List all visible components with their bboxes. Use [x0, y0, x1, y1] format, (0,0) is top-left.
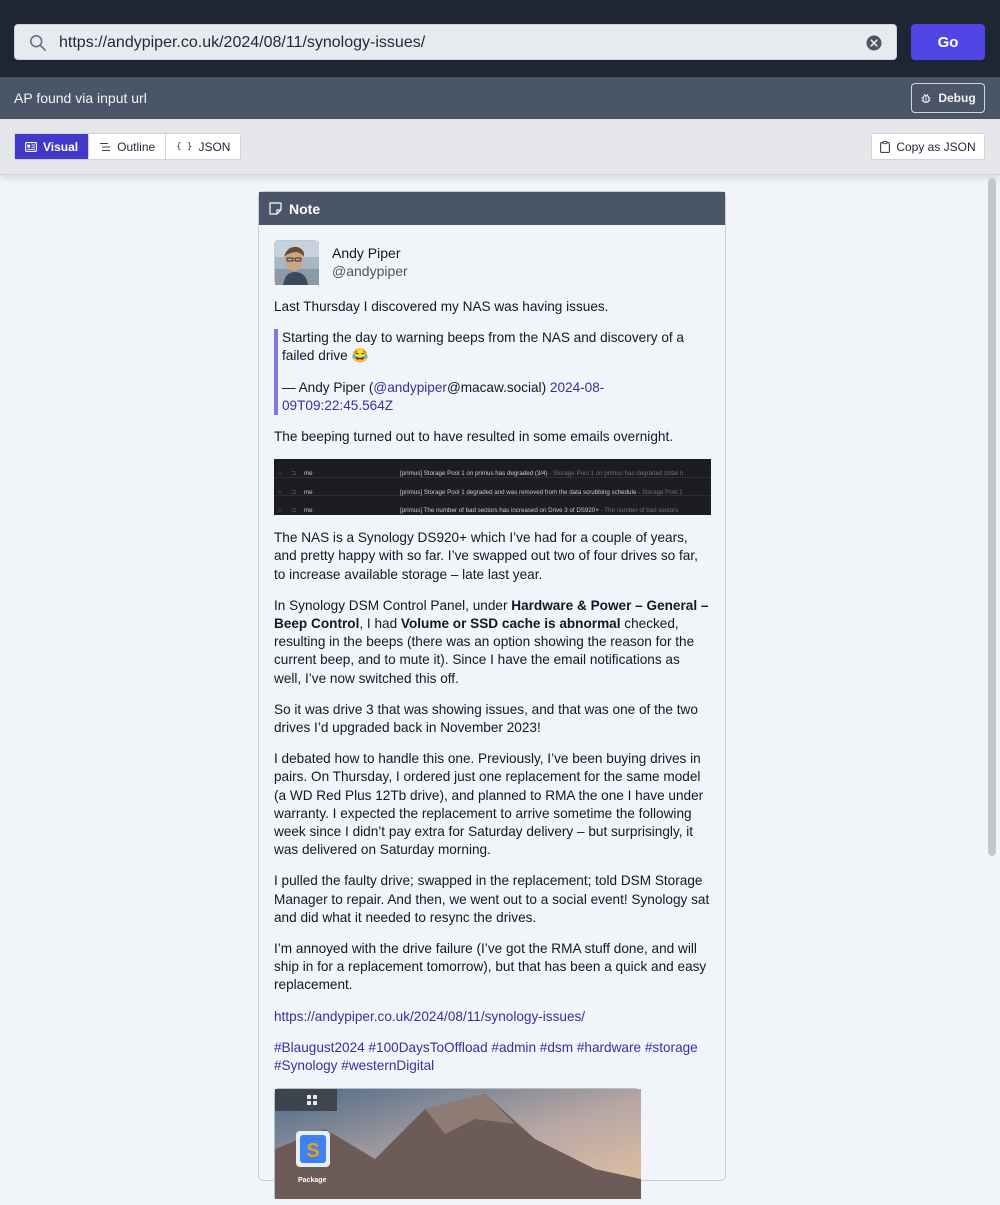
quote-mention-suffix: @macaw.social): [446, 379, 547, 395]
hashtags: [274, 1039, 710, 1075]
clipboard-icon: [880, 141, 890, 153]
author-handle[interactable]: @andypiper: [332, 262, 408, 279]
tab-visual[interactable]: [15, 134, 89, 159]
dsm-text-2: , I had: [359, 616, 401, 632]
email-snippet: - The number of bad sectors: [598, 507, 679, 515]
hashtag-link[interactable]: #dsm: [539, 1039, 574, 1055]
tab-outline[interactable]: [89, 134, 166, 159]
dsm-bold-1: Hardware & Power – General – Beep Control: [274, 597, 709, 632]
url-search-field[interactable]: [14, 24, 897, 60]
status-message: AP found via input url: [14, 90, 147, 106]
hashtag-link[interactable]: #hardware: [576, 1039, 642, 1055]
star-icon: ☆: [277, 507, 283, 515]
important-icon: ⊐: [291, 470, 297, 478]
star-icon: ☆: [277, 488, 283, 496]
tab-outline-label: Outline: [117, 139, 156, 154]
nas-paragraph: The NAS is a Synology DS920+ which I’ve had for a couple of years, and pretty happy with so far. I’ve swapped out two of four drives so far, to increase available storage – late last year.: [274, 530, 698, 582]
note-content: [259, 225, 725, 1198]
status-bar: [0, 77, 1000, 119]
email-subject: [primus] Storage Pool 1 degraded and was removed from the data scrubbing schedule: [400, 488, 637, 496]
tab-json[interactable]: [166, 134, 240, 159]
note-card-header: [259, 192, 725, 225]
author-name[interactable]: Andy Piper: [332, 244, 401, 261]
go-button[interactable]: Go: [911, 24, 985, 60]
annoyed-paragraph: I’m annoyed with the drive failure (I’ve got the RMA stuff done, and will ship in for a replacement tomorrow), but that has been a quick and easy replacement.: [274, 941, 707, 993]
email-from: me: [304, 488, 313, 496]
email-row: [274, 496, 711, 515]
email-subject: [primus] Storage Pool 1 on primus has degraded (3/4): [400, 470, 548, 478]
email-snippet: - Storage Pool 1 on primus has degraded (total n: [547, 470, 684, 478]
drive3-paragraph: So it was drive 3 that was showing issues, and that was one of the two drives I’d upgraded back in November 2023!: [274, 701, 698, 736]
card-icon: [25, 142, 37, 152]
email-from: me: [304, 507, 313, 515]
intro-paragraph: Last Thursday I discovered my NAS was having issues.: [274, 299, 609, 314]
view-tabs: [14, 133, 241, 160]
tab-json-label: JSON: [198, 139, 231, 154]
avatar[interactable]: [274, 240, 318, 284]
beeping-paragraph: The beeping turned out to have resulted in some emails overnight.: [274, 429, 673, 445]
attachment-image[interactable]: [274, 1088, 640, 1198]
clear-icon[interactable]: [866, 35, 882, 51]
dsm-text-1: In Synology DSM Control Panel, under: [274, 597, 512, 613]
important-icon: ⊐: [291, 488, 297, 496]
email-snippet: - Storage Pool 1: [636, 488, 683, 496]
copy-json-label: Copy as JSON: [896, 139, 976, 154]
email-screenshot-image[interactable]: [274, 459, 711, 515]
hashtag-link[interactable]: #westernDigital: [341, 1058, 435, 1074]
debated-paragraph: I debated how to handle this one. Previously, I’ve been buying drives in pairs. On Thursday, I ordered just one replacement for the same model (a WD Red Plus 12Tb drive), and planned to RMA the one I have under warranty. I expected the replacement to arrive sometime the following week since I didn’t pay extra for Saturday delivery – but surprisingly, it was delivered on Saturday morning.: [274, 751, 704, 858]
post-link[interactable]: https://andypiper.co.uk/2024/08/11/synology-issues/: [274, 1008, 586, 1024]
pulled-paragraph: I pulled the faulty drive; swapped in the replacement; told DSM Storage Manager to repair. And then, we went out to a social event! Synology sat and did what it needed to resync the drives.: [274, 873, 710, 925]
package-label: Package: [298, 1177, 327, 1185]
hashtag-link[interactable]: #admin: [491, 1039, 537, 1055]
debug-label: Debug: [938, 91, 976, 105]
bug-icon: [920, 92, 932, 104]
copy-json-button[interactable]: [871, 133, 985, 160]
search-icon: [29, 34, 47, 52]
quote-text: Starting the day to warning beeps from the NAS and discovery of a failed drive 😂: [282, 330, 684, 364]
quote-timestamp-link[interactable]: 2024-08-09T09:22:45.564Z: [282, 379, 605, 413]
dsm-text-3: checked, resulting in the beeps (there was an option showing the reason for the current beep, and to mute it). Since I have the email notifications as well, I’ve now switched this off.: [274, 616, 695, 686]
author-block: [274, 239, 710, 284]
dsm-paragraph: [274, 597, 710, 688]
email-row: [274, 459, 711, 478]
note-icon: [269, 202, 282, 215]
dsm-bold-2: Volume or SSD cache is abnormal: [400, 616, 621, 632]
quote-attribution: [282, 379, 710, 415]
email-row: [274, 478, 711, 497]
embedded-quote: [274, 329, 710, 415]
important-icon: ⊐: [291, 507, 297, 515]
top-bar: [0, 0, 1000, 77]
code-braces-icon: { }: [176, 141, 193, 152]
hashtag-link[interactable]: #storage: [644, 1039, 698, 1055]
tab-visual-label: Visual: [43, 139, 79, 154]
email-from: me: [304, 470, 313, 478]
view-toolbar: [0, 119, 1000, 175]
note-card: [258, 191, 726, 1185]
quote-mention-link[interactable]: @andypiper: [373, 379, 447, 395]
svg-text:S: S: [306, 1140, 320, 1163]
url-input[interactable]: https://andypiper.co.uk/2024/08/11/synology-issues/: [59, 34, 426, 51]
scrollbar[interactable]: [988, 178, 996, 856]
email-subject: [primus] The number of bad sectors has increased on Drive 3 of DS920+: [400, 507, 599, 515]
hashtag-link[interactable]: #Blaugust2024: [274, 1039, 365, 1055]
star-icon: ☆: [277, 470, 283, 478]
debug-button[interactable]: [911, 83, 985, 113]
quote-attribution-prefix: — Andy Piper (: [282, 379, 374, 395]
outline-icon: [99, 142, 111, 152]
post-link-paragraph: [274, 1008, 710, 1026]
hashtag-link[interactable]: #Synology: [274, 1058, 338, 1074]
note-card-title: Note: [289, 200, 321, 217]
email-subject-line: [400, 502, 711, 520]
hashtag-link[interactable]: #100DaysToOffload: [368, 1039, 488, 1055]
